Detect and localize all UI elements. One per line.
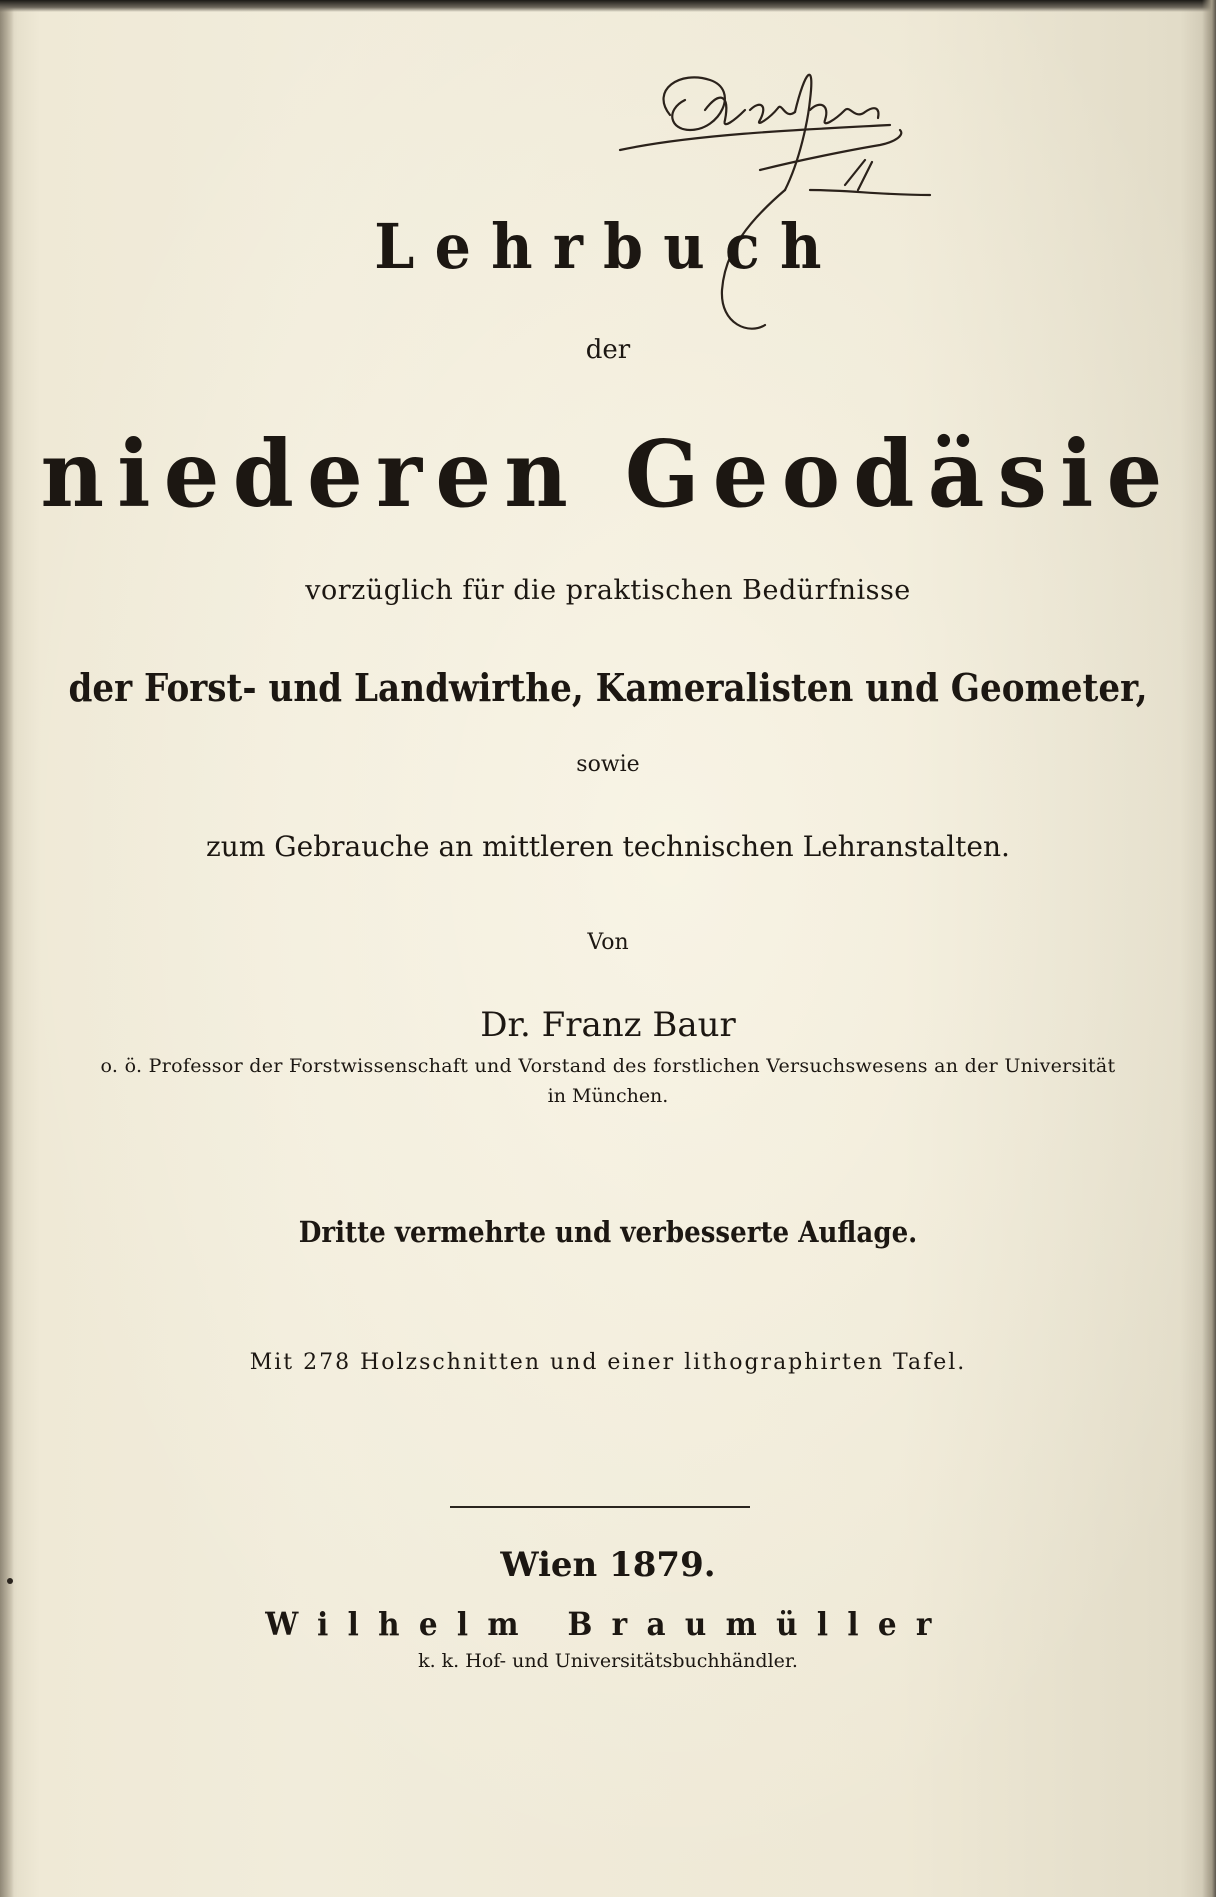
subtitle-line1: vorzüglich für die praktischen Bedürfnisse	[305, 575, 911, 606]
top-edge	[0, 0, 1216, 12]
handwritten-signature	[610, 50, 950, 350]
publisher-name: Wilhelm Braumüller	[265, 1605, 951, 1643]
book-title-line1: Lehrbuch	[374, 210, 842, 283]
subtitle-sowie: sowie	[576, 752, 640, 777]
publisher-description: k. k. Hof- und Universitätsbuchhändler.	[418, 1650, 798, 1672]
subtitle-line3: zum Gebrauche an mittleren technischen Lehranstalten.	[206, 830, 1010, 863]
place-and-year: Wien 1879.	[500, 1545, 716, 1585]
author-name: Dr. Franz Baur	[480, 1005, 736, 1045]
book-title-connector: der	[585, 335, 631, 365]
divider-rule	[450, 1506, 750, 1508]
edition-statement: Dritte vermehrte und verbesserte Auflage.	[298, 1215, 918, 1249]
subtitle-line2: der Forst- und Landwirthe, Kameralisten und Geometer,	[68, 665, 1148, 710]
author-affiliation-line2: in München.	[547, 1085, 669, 1107]
by-label: Von	[587, 930, 629, 955]
author-affiliation-line1: o. ö. Professor der Forstwissenschaft und Vorstand des forstlichen Versuchswesens an der Universität	[100, 1055, 1116, 1077]
illustrations-note: Mit 278 Holzschnitten und einer lithographirten Tafel.	[249, 1350, 967, 1375]
book-title-main: niederen Geodäsie	[40, 420, 1176, 528]
